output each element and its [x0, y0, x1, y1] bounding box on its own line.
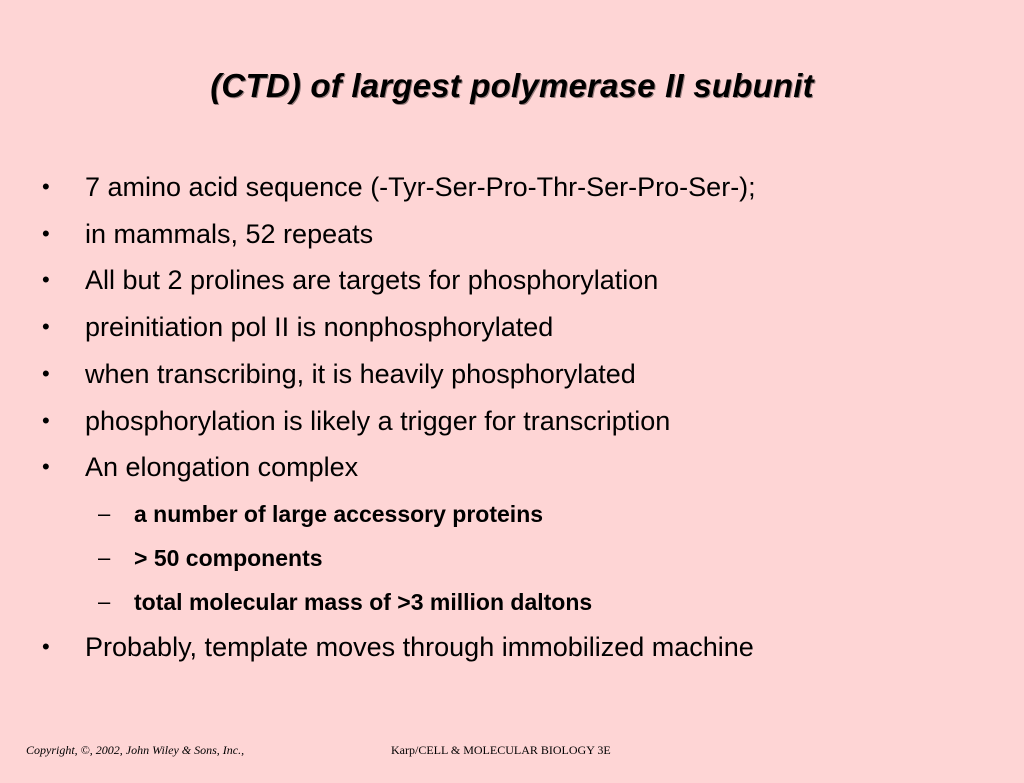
footer-copyright: Copyright, ©, 2002, John Wiley & Sons, Inc.,: [26, 743, 245, 757]
slide-title: (CTD) of largest polymerase II subunit: [210, 67, 814, 104]
bullet-text: Probably, template moves through immobilized machine: [85, 632, 754, 662]
footer-source: Karp/CELL & MOLECULAR BIOLOGY 3E: [391, 743, 611, 757]
sub-bullet-item: [0, 497, 1024, 531]
bullet-text: preinitiation pol II is nonphosphorylated: [85, 312, 554, 342]
sub-bullet-item: [0, 541, 1024, 575]
sub-bullet-text: > 50 components: [134, 545, 323, 571]
sub-bullet-marker: –: [98, 545, 111, 570]
sub-bullet-marker: –: [98, 501, 111, 526]
bullet-marker: •: [42, 174, 50, 199]
bullet-marker: •: [42, 221, 50, 246]
bullet-text: phosphorylation is likely a trigger for transcription: [85, 406, 671, 436]
bullet-item: [0, 260, 1024, 300]
bullet-item: [0, 627, 1024, 667]
bullet-item: [0, 214, 1024, 254]
bullet-item: [0, 307, 1024, 347]
bullet-item: [0, 167, 1024, 207]
bullet-text: in mammals, 52 repeats: [85, 219, 374, 249]
bullet-marker: •: [42, 454, 50, 479]
bullet-item: [0, 354, 1024, 394]
bullet-marker: •: [42, 314, 50, 339]
bullet-item: [0, 447, 1024, 487]
bullet-text: 7 amino acid sequence (-Tyr-Ser-Pro-Thr-Ser-Pro-Ser-);: [85, 172, 756, 202]
bullet-text: All but 2 prolines are targets for phosphorylation: [85, 265, 659, 295]
bullet-text: An elongation complex: [85, 452, 359, 482]
sub-bullet-text: a number of large accessory proteins: [134, 501, 544, 527]
bullet-marker: •: [42, 634, 50, 659]
bullet-marker: •: [42, 408, 50, 433]
sub-bullet-text: total molecular mass of >3 million daltons: [134, 589, 593, 615]
bullet-marker: •: [42, 361, 50, 386]
bullet-marker: •: [42, 267, 50, 292]
bullet-text: when transcribing, it is heavily phosphorylated: [85, 359, 636, 389]
sub-bullet-marker: –: [98, 589, 111, 614]
sub-bullet-item: [0, 585, 1024, 619]
bullet-item: [0, 401, 1024, 441]
